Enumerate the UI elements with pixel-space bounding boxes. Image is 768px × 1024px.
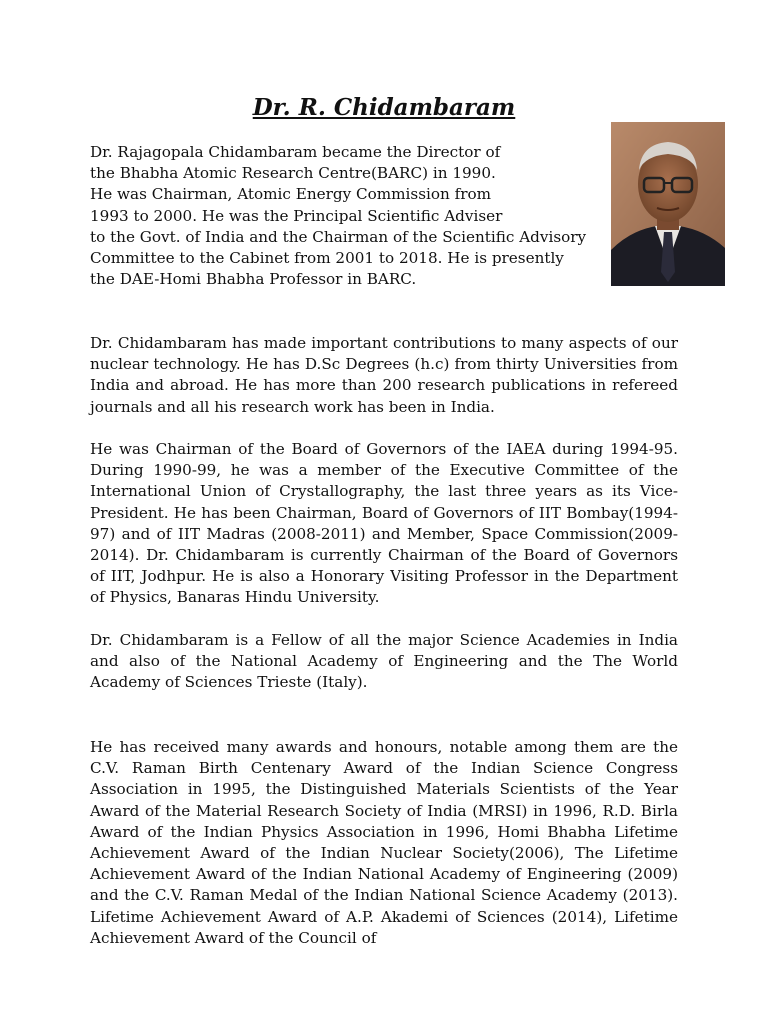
awards-paragraph: He has received many awards and honours, notable among them are the C.V. Raman Birth Centenary Award of the Indian Science Congress Association in 1995, the Distinguished Materials Scientists of the Year Award of the Material Research Society of India (MRSI) in 1996, R.D. Birla Award of the Indian Physics Association in 1996, Homi Bhabha Lifetime Achievement Award of the Indian Nuclear Society(2006), The Lifetime Achievement Award of the Indian National Academy of Engineering (2009) and the C.V. Raman Medal of the Indian National Science Academy (2013). Lifetime Achievement Award of A.P. Akademi of Sciences (2014), Lifetime Achievement Award of the Council of [90, 738, 678, 947]
portrait-photo [611, 122, 725, 286]
intro-line: Dr. Rajagopala Chidambaram became the Director of [90, 143, 501, 161]
intro-paragraph [90, 142, 590, 290]
contributions-paragraph: Dr. Chidambaram has made important contributions to many aspects of our nuclear technology. He has D.Sc Degrees (h.c) from thirty Universities from India and abroad. He has more than 200 research publications in refereed journals and all his research work has been in India. [90, 334, 678, 416]
intro-line: 1993 to 2000. He was the Principal Scientific Adviser [90, 206, 503, 225]
page-title: Dr. R. Chidambaram [252, 94, 516, 121]
intro-line: the DAE-Homi Bhabha Professor in BARC. [90, 270, 417, 289]
career-paragraph: He was Chairman of the Board of Governors of the IAEA during 1994-95. During 1990-99, he was a member of the Executive Committee of the International Union of Crystallography, the last three years as its Vice-President. He has been Chairman, Board of Governors of IIT Bombay(1994-97) and of IIT Madras (2008-2011) and Member, Space Commission(2009-2014). Dr. Chidambaram is currently Chairman of the Board of Governors of IIT, Jodhpur. He is also a Honorary Visiting Professor in the Department of Physics, Banaras Hindu University. [90, 440, 678, 607]
portrait-image [611, 122, 725, 286]
fellowship-paragraph: Dr. Chidambaram is a Fellow of all the major Science Academies in India and also of the National Academy of Engineering and the The World Academy of Sciences Trieste (Italy). [90, 631, 678, 692]
intro-line: Committee to the Cabinet from 2001 to 2018. He is presently [90, 249, 564, 268]
intro-line: the Bhabha Atomic Research Centre(BARC) in 1990. [90, 164, 496, 183]
intro-line: He was Chairman, Atomic Energy Commission from [90, 185, 492, 204]
intro-line: to the Govt. of India and the Chairman of the Scientific Advisory [90, 227, 587, 246]
